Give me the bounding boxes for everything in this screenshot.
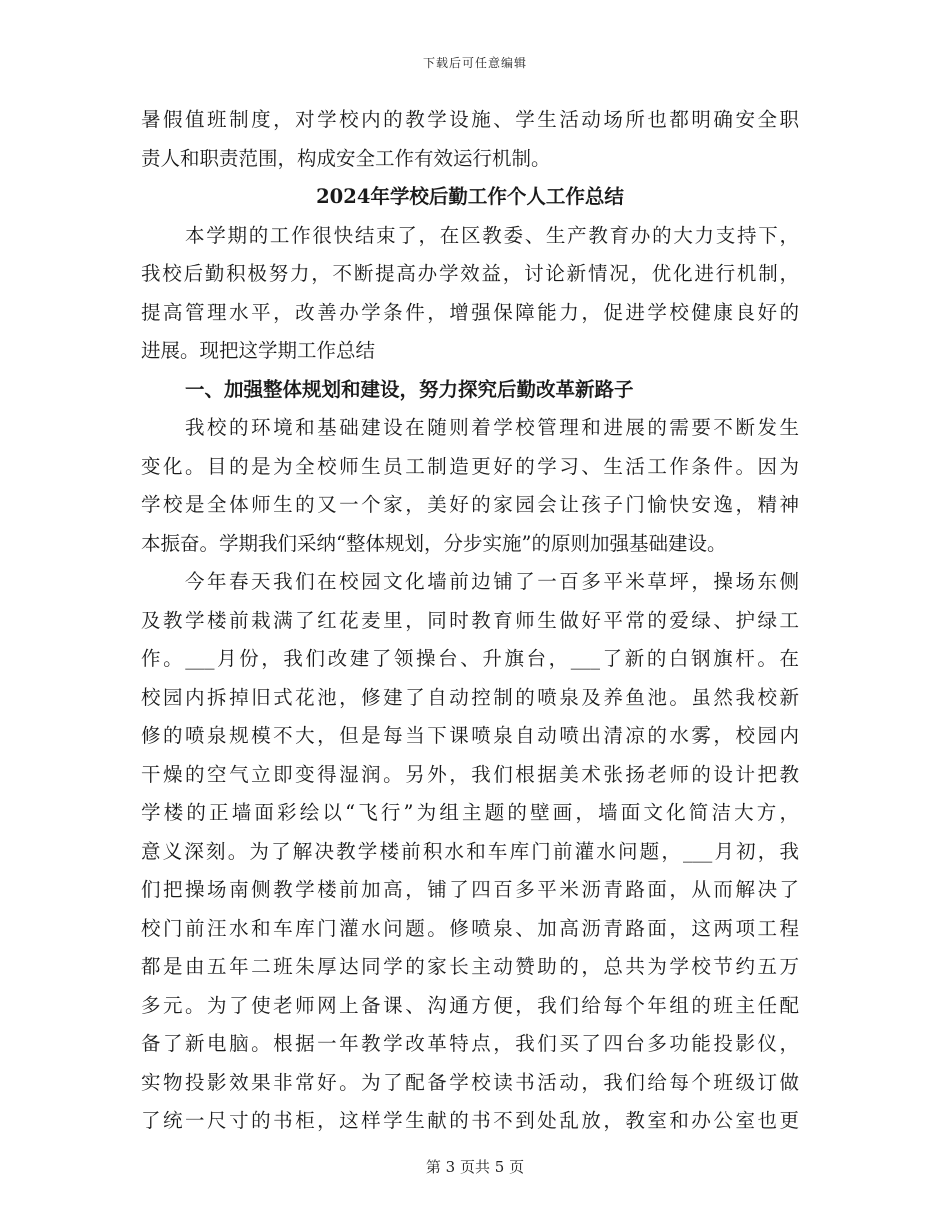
section-heading: 一、加强整体规划和建设，努力探究后勤改革新路子 <box>185 377 634 401</box>
paragraph-line: 变化。目的是为全校师生员工制造更好的学习、生活工作条件。因为 <box>141 454 799 478</box>
paragraph-line: 作。___月份，我们改建了领操台、升旗台，___了新的白钢旗杆。在 <box>141 647 799 670</box>
paragraph-line: 校园内拆掉旧式花池，修建了自动控制的喷泉及养鱼池。虽然我校新 <box>141 685 799 709</box>
header-note: 下载后可任意编辑 <box>422 56 527 70</box>
paragraph-line: 本学期的工作很快结束了，在区教委、生产教育办的大力支持下， <box>185 223 799 247</box>
paragraph-line: 进展。现把这学期工作总结 <box>141 339 376 362</box>
document-body <box>141 101 799 1141</box>
paragraph-line: 意义深刻。为了解决教学楼前积水和车库门前灌水问题，___月初，我 <box>141 839 799 863</box>
page-footer: 第 3 页共 5 页 <box>425 1158 525 1176</box>
paragraph-line: 学楼的正墙面彩绘以“飞行”为组主题的壁画，墙面文化简洁大方， <box>141 801 799 824</box>
paragraph-line: 提高管理水平，改善办学条件，增强保障能力，促进学校健康良好的 <box>141 300 799 324</box>
paragraph-line: 校门前汪水和车库门灌水问题。修喷泉、加高沥青路面，这两项工程 <box>141 916 799 940</box>
document-title: 2024年学校后勤工作个人工作总结 <box>316 185 624 208</box>
paragraph-line: 学校是全体师生的又一个家，美好的家园会让孩子门愉快安逸，精神 <box>141 493 799 516</box>
paragraph-line: 备了新电脑。根据一年教学改革特点，我们买了四台多功能投影仪， <box>141 1032 799 1055</box>
paragraph-line: 实物投影效果非常好。为了配备学校读书活动，我们给每个班级订做 <box>141 1070 799 1094</box>
paragraph-line: 我校的环境和基础建设在随则着学校管理和进展的需要不断发生 <box>185 416 799 439</box>
paragraph-line: 修的喷泉规模不大，但是每当下课喷泉自动喷出清凉的水雾，校园内 <box>141 724 799 747</box>
paragraph-line: 责人和职责范围，构成安全工作有效运行机制。 <box>141 146 551 170</box>
paragraph-line: 干燥的空气立即变得湿润。另外，我们根据美术张扬老师的设计把教 <box>141 762 799 786</box>
paragraph-line: 暑假值班制度，对学校内的教学设施、学生活动场所也都明确安全职 <box>141 108 799 131</box>
paragraph-line: 都是由五年二班朱厚达同学的家长主动赞助的，总共为学校节约五万 <box>141 955 799 978</box>
paragraph-line: 多元。为了使老师网上备课、沟通方便，我们给每个年组的班主任配 <box>141 993 799 1017</box>
paragraph-line: 及教学楼前栽满了红花麦里，同时教育师生做好平常的爱绿、护绿工 <box>141 608 799 632</box>
paragraph-line: 我校后勤积极努力，不断提高办学效益，讨论新情况，优化进行机制， <box>141 262 799 285</box>
paragraph-line: 本振奋。学期我们采纳“整体规划，分步实施”的原则加强基础建设。 <box>141 531 727 555</box>
paragraph-line: 们把操场南侧教学楼前加高，铺了四百多平米沥青路面，从而解决了 <box>141 878 799 901</box>
paragraph-line: 今年春天我们在校园文化墙前边铺了一百多平米草坪，操场东侧 <box>185 570 799 593</box>
paragraph-line: 了统一尺寸的书柜，这样学生献的书不到处乱放，教室和办公室也更 <box>141 1109 799 1132</box>
